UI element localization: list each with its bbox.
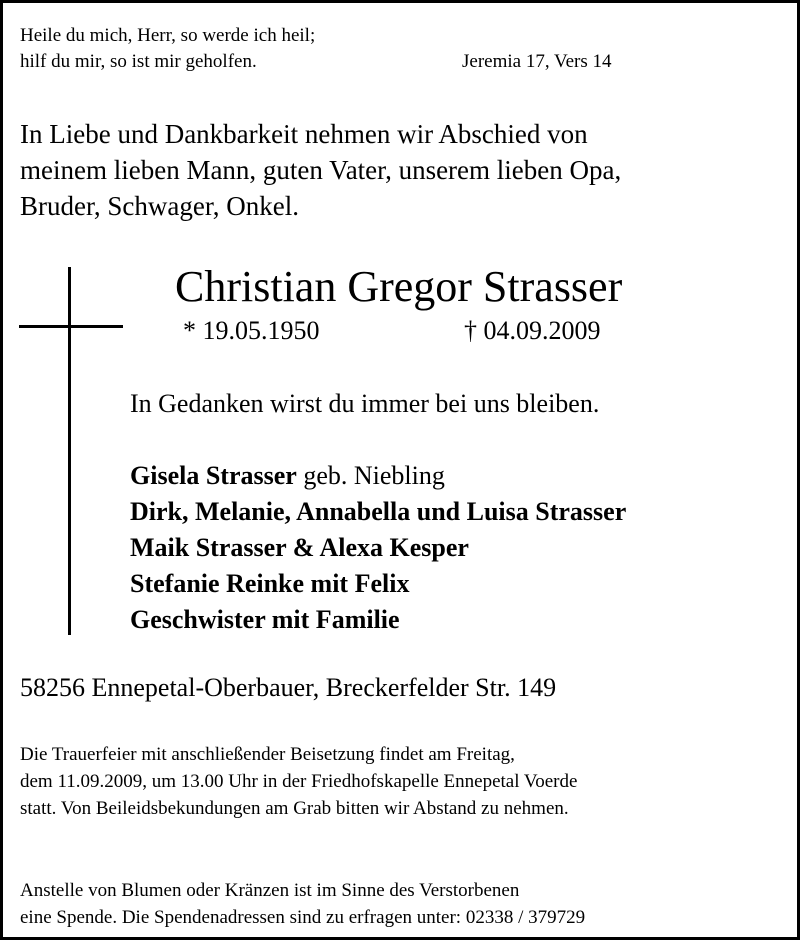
- mourner-line-3: Maik Strasser & Alexa Kesper: [130, 533, 469, 562]
- verse-line-2: hilf du mir, so ist mir geholfen.: [20, 51, 257, 72]
- donation-line-1: Anstelle von Blumen oder Kränzen ist im Sinne des Verstorbenen: [20, 880, 520, 901]
- remembrance-line: In Gedanken wirst du immer bei uns bleiben.: [130, 389, 600, 418]
- mourners-list: [130, 458, 626, 638]
- intro-text: [20, 116, 621, 224]
- intro-line-3: Bruder, Schwager, Onkel.: [20, 191, 300, 221]
- deceased-name: Christian Gregor Strasser: [175, 262, 623, 311]
- mourner-line-4: Stefanie Reinke mit Felix: [130, 569, 410, 598]
- ceremony-line-2: dem 11.09.2009, um 13.00 Uhr in der Friedhofskapelle Ennepetal Voerde: [20, 771, 578, 792]
- address: 58256 Ennepetal-Oberbauer, Breckerfelder Str. 149: [20, 673, 557, 702]
- ceremony-line-1: Die Trauerfeier mit anschließender Beisetzung findet am Freitag,: [20, 744, 515, 765]
- mourner-line-1: [130, 458, 626, 494]
- intro-line-1: In Liebe und Dankbarkeit nehmen wir Abschied von: [20, 119, 588, 149]
- intro-line-2: meinem lieben Mann, guten Vater, unserem lieben Opa,: [20, 155, 622, 185]
- donation-notice: [20, 877, 585, 931]
- mourner-name-bold: Gisela Strasser: [130, 461, 297, 490]
- mourner-line-5: Geschwister mit Familie: [130, 605, 400, 634]
- bible-verse: [20, 23, 315, 75]
- birth-date: * 19.05.1950: [183, 316, 320, 345]
- death-date: † 04.09.2009: [464, 316, 601, 345]
- ceremony-line-3: statt. Von Beileidsbekundungen am Grab bitten wir Abstand zu nehmen.: [20, 798, 569, 819]
- cross-icon-vertical: [68, 267, 71, 635]
- verse-line-1: Heile du mich, Herr, so werde ich heil;: [20, 25, 316, 46]
- mourner-birth-name: geb. Niebling: [296, 461, 445, 490]
- cross-icon-horizontal: [19, 325, 123, 328]
- mourner-line-2: Dirk, Melanie, Annabella und Luisa Strasser: [130, 497, 627, 526]
- verse-reference: Jeremia 17, Vers 14: [462, 51, 612, 72]
- donation-line-2: eine Spende. Die Spendenadressen sind zu erfragen unter: 02338 / 379729: [20, 907, 586, 928]
- ceremony-notice: [20, 741, 577, 822]
